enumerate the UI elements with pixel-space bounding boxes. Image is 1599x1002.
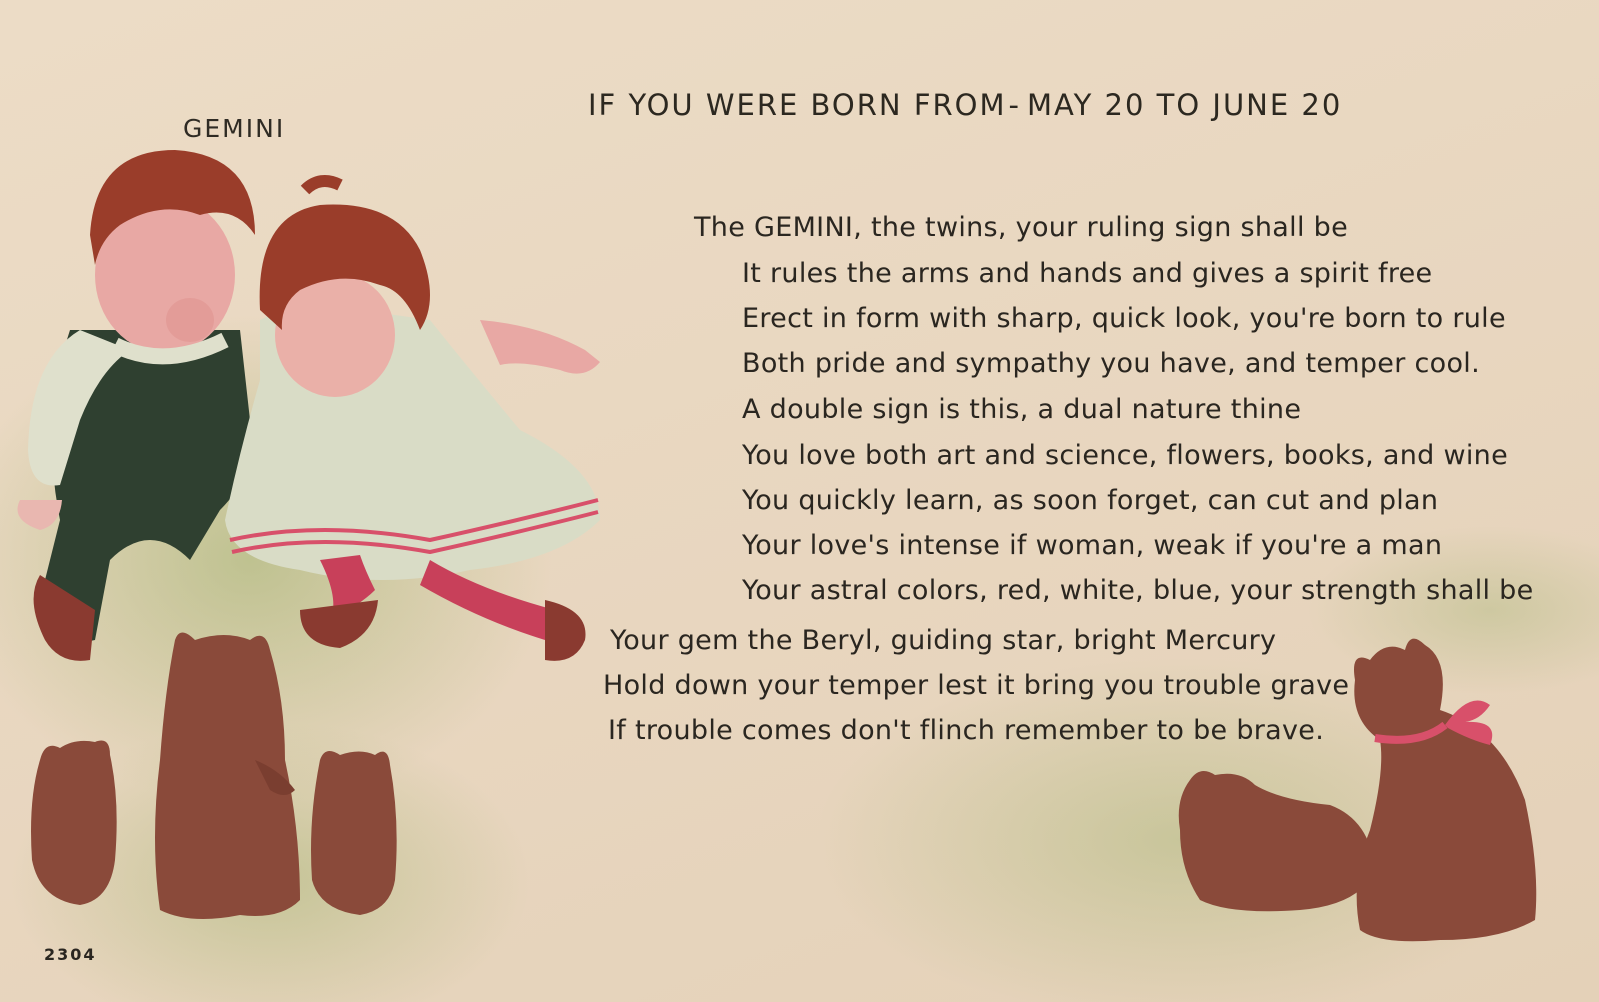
verse-line: The GEMINI, the twins, your ruling sign shall be (694, 212, 1348, 243)
verse-line: Your love's intense if woman, weak if you're a man (742, 530, 1443, 561)
verse-line: It rules the arms and hands and gives a spirit free (742, 258, 1433, 289)
sign-label: GEMINI (183, 114, 286, 143)
header-prefix: IF YOU WERE BORN FROM (588, 88, 1007, 122)
catalog-number: 2304 (44, 945, 97, 964)
verse-line: If trouble comes don't flinch remember to be brave. (608, 715, 1325, 746)
header-dash: - (1008, 88, 1021, 122)
verse-line: A double sign is this, a dual nature thine (742, 394, 1302, 425)
header-dates: MAY 20 TO JUNE 20 (1026, 88, 1343, 122)
verse-line: Erect in form with sharp, quick look, you're born to rule (742, 303, 1506, 334)
verse-line: Both pride and sympathy you have, and temper cool. (742, 348, 1480, 379)
verse-line: Hold down your temper lest it bring you trouble grave (603, 670, 1350, 701)
verse-line: You love both art and science, flowers, books, and wine (742, 440, 1508, 471)
verse-line: You quickly learn, as soon forget, can cut and plan (742, 485, 1439, 516)
verse-line: Your astral colors, red, white, blue, your strength shall be (742, 575, 1534, 606)
verse-line: Your gem the Beryl, guiding star, bright Mercury (610, 625, 1277, 656)
